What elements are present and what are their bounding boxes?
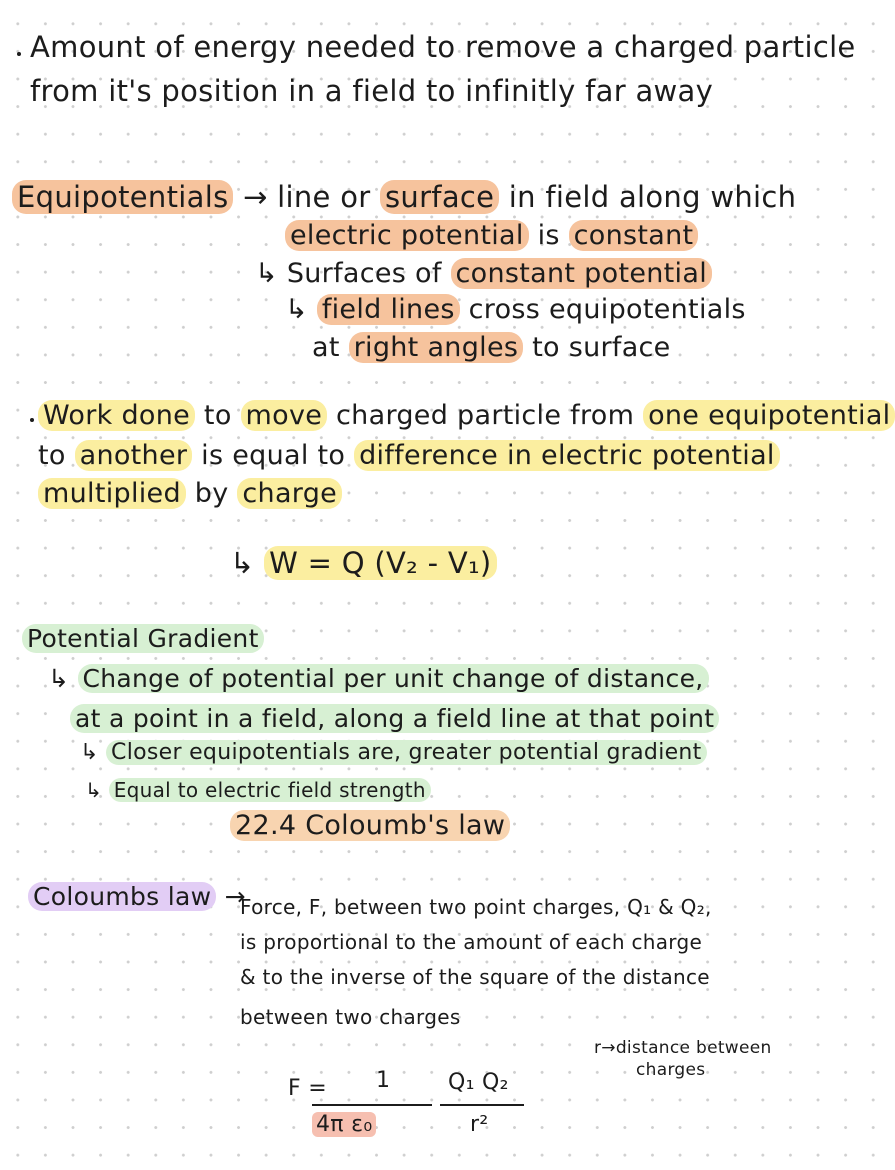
gradient-line-1 — [48, 664, 709, 693]
coulomb-heading-row — [230, 810, 510, 841]
potential-gradient-title-row — [22, 624, 264, 653]
work-l2-a: to — [38, 440, 75, 471]
sub-arrow-icon: ↳ — [48, 664, 78, 693]
bullet-point — [30, 418, 34, 422]
formula-denominator-1-row — [312, 1112, 376, 1137]
equipotentials-sub-3 — [312, 332, 671, 363]
equipotentials-line-2 — [285, 220, 698, 251]
formula-numerator-2: Q₁ Q₂ — [448, 1070, 509, 1095]
electric-potential-highlight: electric potential — [285, 220, 529, 251]
constant-highlight: constant — [569, 220, 699, 251]
formula-denominator-2: r² — [470, 1112, 489, 1137]
equipotentials-sub-2 — [285, 294, 746, 325]
equipotentials-sub-1 — [255, 258, 712, 289]
gradient-line-4 — [85, 778, 431, 802]
distance-note-2: charges — [636, 1060, 706, 1080]
sub3-pre: at — [312, 332, 349, 363]
fraction-bar-1 — [312, 1104, 432, 1106]
right-angles-highlight: right angles — [349, 332, 524, 363]
bullet-point — [17, 52, 21, 56]
sub-arrow-icon: ↳ — [230, 546, 265, 580]
distance-note-row — [594, 1038, 772, 1058]
arrow-right-icon: → — [224, 882, 246, 911]
sub-arrow-icon: ↳ — [255, 258, 287, 289]
work-line-2 — [38, 440, 780, 471]
work-l3-b: by — [185, 478, 238, 509]
equipotentials-row — [12, 180, 796, 214]
formula-numerator-1: 1 — [376, 1068, 391, 1093]
field-lines-highlight: field lines — [317, 294, 460, 325]
coulombs-law-term: Coloumbs law — [28, 882, 216, 911]
sub3-post: to surface — [523, 332, 671, 363]
equipotentials-term: Equipotentials — [12, 180, 233, 214]
sub2-post: cross equipotentials — [459, 294, 746, 325]
surface-highlight: surface — [380, 180, 499, 214]
distance-note-1: distance between — [615, 1038, 772, 1058]
work-line-1 — [38, 400, 895, 431]
gradient-line-3 — [80, 740, 707, 765]
note-r: r — [594, 1038, 602, 1058]
coulomb-line-1: Force, F, between two point charges, Q₁ & Q₂, — [240, 895, 712, 919]
coulomb-heading: 22.4 Coloumb's law — [230, 810, 510, 841]
equipotentials-def-post: in field along which — [499, 180, 797, 214]
one-equipotential-highlight: one equipotential — [643, 400, 895, 431]
coulomb-line-2: is proportional to the amount of each charge — [240, 930, 703, 954]
sub-arrow-icon: ↳ — [80, 740, 107, 765]
constant-potential-highlight: constant potential — [451, 258, 712, 289]
sub-arrow-icon: ↳ — [285, 294, 317, 325]
work-done-highlight: Work done — [38, 400, 195, 431]
coulomb-line-4: between two charges — [240, 1005, 461, 1029]
sub-arrow-icon: ↳ — [85, 778, 109, 802]
multiplied-highlight: multiplied — [38, 478, 186, 509]
coulomb-term-row — [28, 882, 246, 911]
another-highlight: another — [75, 440, 193, 471]
energy-definition-line-2: from it's position in a field to infinitly far away — [30, 74, 714, 108]
work-formula-row — [230, 546, 497, 580]
move-highlight: move — [241, 400, 328, 431]
difference-highlight: difference in electric potential — [354, 440, 780, 471]
work-l2-c: is equal to — [192, 440, 355, 471]
work-l1-b: to — [195, 400, 241, 431]
work-formula: W = Q (V₂ - V₁) — [264, 546, 496, 580]
gradient-line-4-highlight: Equal to electric field strength — [109, 778, 431, 802]
gradient-line-3-highlight: Closer equipotentials are, greater potential gradient — [106, 740, 707, 765]
formula-lhs: F = — [288, 1076, 327, 1101]
potential-gradient-title: Potential Gradient — [22, 624, 264, 653]
sub1-pre: Surfaces of — [286, 258, 451, 289]
charge-highlight: charge — [237, 478, 342, 509]
is-text: is — [528, 220, 569, 251]
fraction-bar-2 — [440, 1104, 524, 1106]
work-line-3 — [38, 478, 342, 509]
gradient-line-2-highlight: at a point in a field, along a field line at that point — [70, 704, 719, 733]
arrow-right-icon: → — [601, 1038, 616, 1058]
gradient-line-2 — [70, 704, 719, 733]
work-l1-d: charged particle from — [327, 400, 644, 431]
formula-denominator-1: 4π ε₀ — [312, 1112, 376, 1137]
coulomb-line-3: & to the inverse of the square of the distance — [240, 965, 710, 989]
equipotentials-def-pre: line or — [277, 180, 380, 214]
energy-definition-line-1: Amount of energy needed to remove a charged particle — [30, 30, 856, 64]
gradient-def-highlight: Change of potential per unit change of distance, — [78, 664, 709, 693]
arrow-right-icon: → — [243, 180, 268, 214]
